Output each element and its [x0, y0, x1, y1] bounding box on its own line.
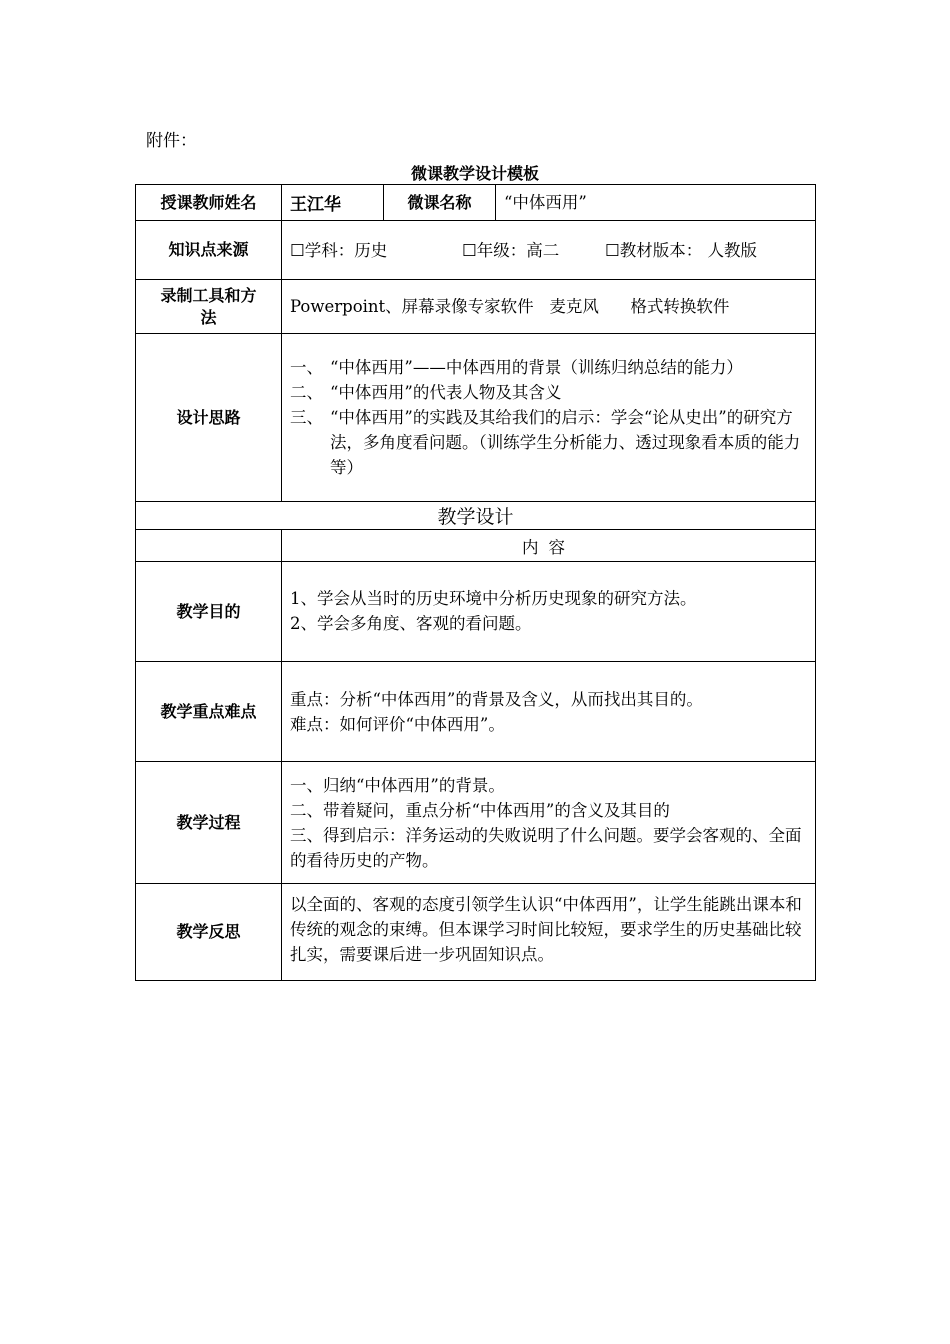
design-item-number: 三、	[290, 408, 323, 427]
tools-label-line1: 录制工具和方	[160, 285, 257, 305]
keypoints-line: 难点：如何评价“中体西用”。	[290, 714, 505, 734]
design-label: 设计思路	[136, 334, 282, 502]
course-name-value: “中体西用”	[496, 185, 816, 221]
row-reflection	[136, 884, 816, 981]
keypoints-content	[282, 662, 816, 762]
keypoints-label: 教学重点难点	[136, 662, 282, 762]
goals-content	[282, 562, 816, 662]
source-label: 知识点来源	[136, 221, 282, 280]
design-item-number: 二、	[290, 383, 323, 402]
document-title: 微课教学设计模板	[410, 164, 539, 183]
row-process	[136, 762, 816, 884]
tools-value: Powerpoint、屏幕录像专家软件 麦克风 格式转换软件	[282, 280, 816, 334]
teacher-name-label: 授课教师姓名	[136, 185, 282, 221]
goals-line: 1、学会从当时的历史环境中分析历史现象的研究方法。	[290, 589, 697, 608]
keypoints-line: 重点：分析“中体西用”的背景及含义，从而找出其目的。	[290, 689, 703, 709]
process-line: 三、得到启示：洋务运动的失败说明了什么问题。要学会客观的、全面的看待历史的产物。	[290, 825, 802, 870]
subject-checkbox-text: ☐学科：历史	[290, 240, 388, 260]
design-item-text: “中体西用”的代表人物及其含义	[330, 383, 562, 402]
process-content	[282, 762, 816, 884]
edition-checkbox-text: ☐教材版本： 人教版	[605, 240, 758, 260]
course-name-label: 微课名称	[384, 185, 496, 221]
teacher-name-value: 王江华	[282, 185, 384, 221]
content-header: 内容	[282, 530, 816, 562]
row-design	[136, 334, 816, 502]
design-item	[290, 405, 807, 480]
design-item-text: “中体西用”的实践及其给我们的启示：学会“论从史出”的研究方法，多角度看问题。（训练学生分析能力、透过现象看本质的能力等）	[330, 408, 801, 477]
content-header-blank	[136, 530, 282, 562]
row-tools	[136, 280, 816, 334]
row-keypoints	[136, 662, 816, 762]
design-item-text: “中体西用”——中体西用的背景（训练归纳总结的能力）	[330, 358, 743, 377]
goals-line: 2、学会多角度、客观的看问题。	[290, 614, 532, 633]
design-list	[282, 334, 816, 502]
process-line: 二、带着疑问，重点分析“中体西用”的含义及其目的	[290, 800, 670, 820]
tools-label-line2: 法	[200, 307, 217, 327]
design-item-number: 一、	[290, 358, 323, 377]
row-teacher	[136, 185, 816, 221]
row-source	[136, 221, 816, 280]
grade-checkbox-text: ☐年级：高二	[462, 240, 560, 260]
section-title: 教学设计	[136, 502, 816, 530]
attachment-label: 附件：	[146, 131, 197, 151]
design-item	[290, 380, 807, 405]
row-content-header	[136, 530, 816, 562]
process-line: 一、归纳“中体西用”的背景。	[290, 775, 505, 795]
reflection-content: 以全面的、客观的态度引领学生认识“中体西用”，让学生能跳出课本和传统的观念的束缚。但本课学习时间比较短，要求学生的历史基础比较扎实，需要课后进一步巩固知识点。	[282, 884, 816, 981]
source-value	[282, 221, 816, 280]
goals-label: 教学目的	[136, 562, 282, 662]
design-item	[290, 355, 807, 380]
row-goals	[136, 562, 816, 662]
reflection-label: 教学反思	[136, 884, 282, 981]
row-section-title	[136, 502, 816, 530]
process-label: 教学过程	[136, 762, 282, 884]
lesson-design-table	[135, 184, 816, 981]
tools-label	[136, 280, 282, 334]
